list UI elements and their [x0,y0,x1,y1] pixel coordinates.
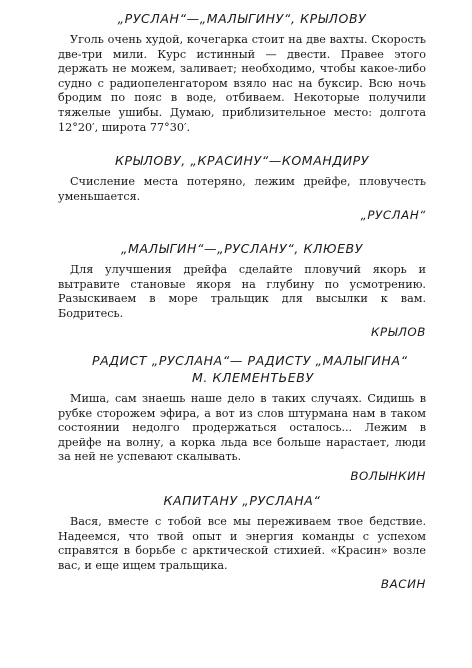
message-heading [58,492,426,509]
message-heading [58,152,426,169]
message-heading [58,352,426,386]
message-body: Миша, сам знаешь наше дело в таких случаях. Сидишь в рубке сторожем эфира, а вот из слов штурмана нам в таком состоянии недолго продержаться осталось... Лежим в дрейфе на волну, а корка льда все больше нарастает, люди за ней не успевают скалывать. [58,392,426,464]
message-to-captain-ruslan [58,492,426,592]
message-signature: ВАСИН [380,577,426,592]
heading-line: РАДИСТ „РУСЛАНА“— РАДИСТУ „МАЛЫГИНА“ [92,353,408,368]
message-malygin-to-ruslan [58,240,426,340]
message-ruslan-to-malygin [58,10,426,135]
message-signature: КРЫЛОВ [371,325,426,340]
heading-line: „МАЛЫГИН“—„РУСЛАНУ“, КЛЮЕВУ [121,241,363,256]
message-radist-ruslan-to-radist-malygin [58,352,426,484]
message-signature: ВОЛЫНКИН [350,468,426,483]
message-krylov-to-krasin [58,152,426,223]
message-body: Уголь очень худой, кочегарка стоит на две вахты. Скорость две-три мили. Курс истинный — двести. Правее этого держать не можем, заливает; необходимо, чтобы какое-либо судно с радиопеленгатором взяло нас на буксир. Всю ночь бродим по пояс в воде, отбиваем. Некоторые получили тяжелые ушибы. Думаю, приблизительное место: долгота 12°20′, широта 77°30′. [58,33,426,134]
message-body: Вася, вместе с тобой все мы переживаем твое бедствие. Надеемся, что твой опыт и энергия команды с успехом справятся в борьбе с арктической стихией. «Красин» возле вас, и еще ищем тральщика. [58,515,426,572]
heading-line: КАПИТАНУ „РУСЛАНА“ [163,493,321,508]
message-body: Для улучшения дрейфа сделайте пловучий якорь и вытравите становые якоря на глубину по усмотрению. Разыскиваем в море тральщик для высылки к вам. Бодритесь. [58,263,426,320]
heading-line: КРЫЛОВУ, „КРАСИНУ“—КОМАНДИРУ [114,153,370,168]
message-signature: „РУСЛАН“ [360,208,426,223]
message-heading [58,10,426,27]
heading-line: „РУСЛАН“—„МАЛЫГИНУ“, КРЫЛОВУ [117,11,367,26]
heading-line: М. КЛЕМЕНТЬЕВУ [192,370,314,385]
message-heading [58,240,426,257]
message-body: Счисление места потеряно, лежим дрейфе, пловучесть уменьшается. [58,175,426,203]
